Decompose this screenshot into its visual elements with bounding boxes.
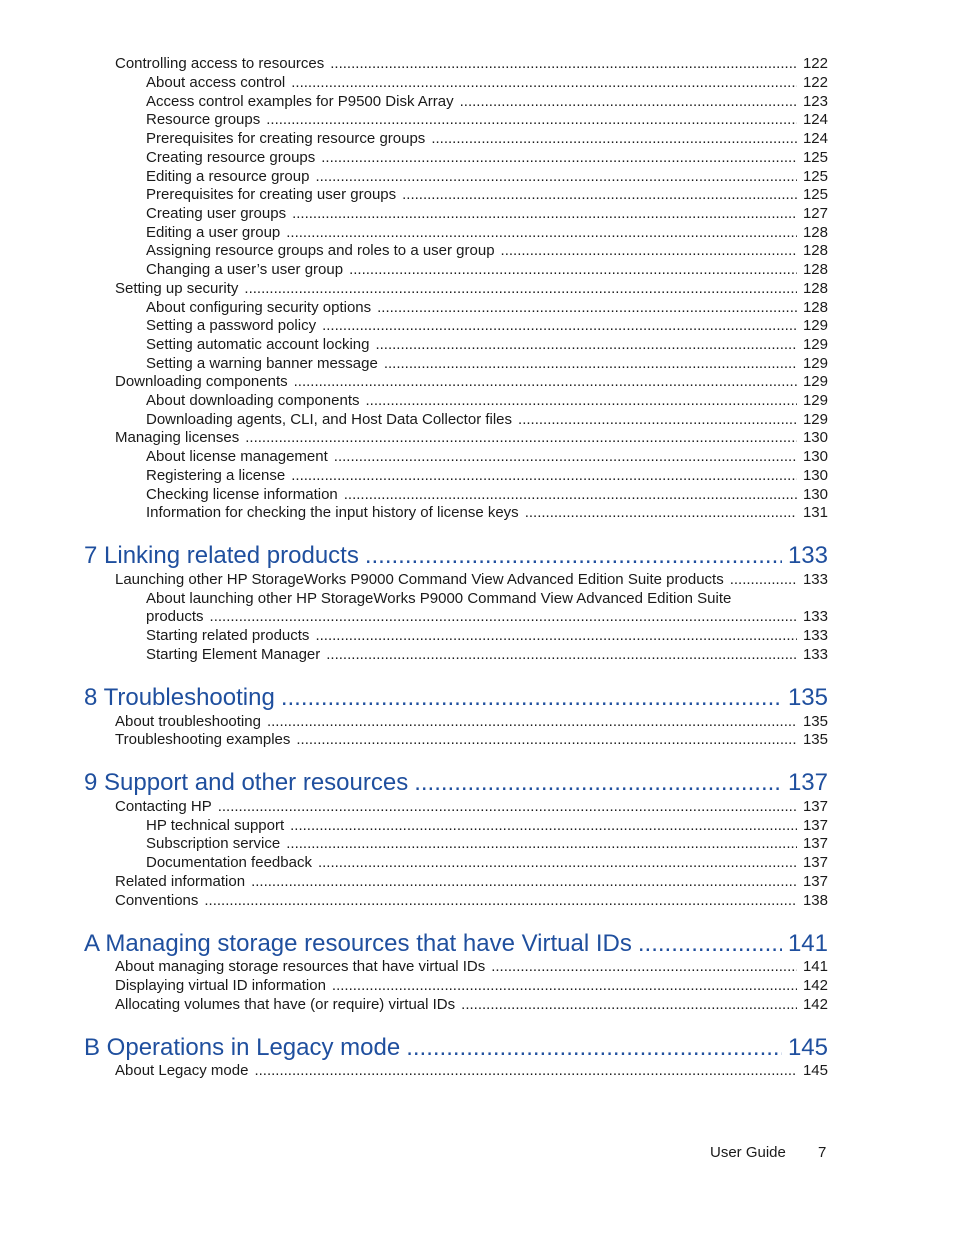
toc-entry-label: Information for checking the input history of license keys xyxy=(146,504,519,521)
toc-chapter-page: 137 xyxy=(787,769,828,796)
footer-guide-title: User Guide xyxy=(710,1144,786,1161)
toc-leader-dots xyxy=(332,976,797,995)
toc-entry[interactable] xyxy=(115,891,828,910)
toc-leader-dots xyxy=(330,54,797,73)
toc-entry[interactable] xyxy=(146,167,828,186)
toc-chapter-label: A Managing storage resources that have Virtual IDs xyxy=(84,930,632,957)
toc-entry-page: 129 xyxy=(802,411,828,428)
toc-chapter-label: 9 Support and other resources xyxy=(84,769,409,796)
toc-entry[interactable] xyxy=(146,73,828,92)
toc-entry-label: Downloading components xyxy=(115,373,288,390)
toc-entry-page: 131 xyxy=(802,504,828,521)
toc-entry-label: Editing a user group xyxy=(146,224,281,241)
toc-chapter-heading[interactable] xyxy=(84,768,828,798)
toc-leader-dots xyxy=(286,223,797,242)
toc-chapter-page: 133 xyxy=(787,542,828,569)
toc-entry[interactable] xyxy=(146,410,828,429)
toc-entry-label: Setting a warning banner message xyxy=(146,355,378,372)
toc-leader-dots xyxy=(266,110,797,129)
toc-entry-label: Launching other HP StorageWorks P9000 Command View Advanced Edition Suite products xyxy=(115,571,724,588)
toc-leader-dots xyxy=(461,995,797,1014)
toc-leader-dots xyxy=(375,335,797,354)
toc-entry[interactable] xyxy=(146,148,828,167)
toc-leader-dots xyxy=(326,645,797,664)
toc-leader-dots xyxy=(384,354,797,373)
toc-entry-label: Troubleshooting examples xyxy=(115,731,291,748)
toc-leader-dots xyxy=(406,1033,782,1063)
toc-leader-dots xyxy=(460,92,797,111)
toc-entry[interactable] xyxy=(115,279,828,298)
toc-entry-label: About Legacy mode xyxy=(115,1062,249,1079)
toc-leader-dots xyxy=(254,1061,797,1080)
toc-entry-page: 125 xyxy=(802,186,828,203)
toc-entry-label: Subscription service xyxy=(146,835,281,852)
toc-leader-dots xyxy=(318,853,797,872)
toc-entry-label: Displaying virtual ID information xyxy=(115,977,326,994)
toc-entry[interactable] xyxy=(115,712,828,731)
toc-entry[interactable] xyxy=(115,957,828,976)
toc-entry-page: 133 xyxy=(802,571,828,588)
toc-leader-dots xyxy=(377,298,797,317)
toc-entry-label: Setting automatic account locking xyxy=(146,336,370,353)
toc-leader-dots xyxy=(321,148,797,167)
toc-leader-dots xyxy=(291,466,797,485)
toc-entry-page: 129 xyxy=(802,373,828,390)
toc-leader-dots xyxy=(294,372,797,391)
toc-entry[interactable] xyxy=(146,185,828,204)
toc-chapter-heading[interactable] xyxy=(84,1033,828,1063)
toc-entry-page: 137 xyxy=(802,798,828,815)
toc-leader-dots xyxy=(365,541,782,571)
toc-leader-dots xyxy=(402,185,797,204)
toc-entry-label: Documentation feedback xyxy=(146,854,312,871)
toc-entry-page: 137 xyxy=(802,835,828,852)
toc-entry[interactable] xyxy=(146,645,828,664)
toc-entry-page: 130 xyxy=(802,429,828,446)
toc-chapter-page: 145 xyxy=(787,1034,828,1061)
toc-leader-dots xyxy=(251,872,797,891)
toc-chapter-heading[interactable] xyxy=(84,683,828,713)
toc-entry-page: 135 xyxy=(802,713,828,730)
toc-entry-label: Conventions xyxy=(115,892,199,909)
toc-entry-page: 133 xyxy=(802,627,828,644)
toc-chapter-heading[interactable] xyxy=(84,541,828,571)
toc-leader-dots xyxy=(349,260,797,279)
toc-entry-page: 141 xyxy=(802,958,828,975)
toc-entry-page: 122 xyxy=(802,74,828,91)
toc-entry-page: 130 xyxy=(802,448,828,465)
toc-leader-dots xyxy=(244,279,797,298)
toc-leader-dots xyxy=(286,834,797,853)
toc-entry[interactable] xyxy=(146,834,828,853)
toc-entry[interactable] xyxy=(115,730,828,749)
toc-entry-label: Changing a user’s user group xyxy=(146,261,344,278)
toc-leader-dots xyxy=(210,607,797,626)
footer-page-number: 7 xyxy=(818,1144,827,1161)
toc-entry-label: Resource groups xyxy=(146,111,261,128)
toc-leader-dots xyxy=(245,428,797,447)
toc-entry-label: Checking license information xyxy=(146,486,338,503)
toc-entry-label: Creating resource groups xyxy=(146,149,316,166)
toc-entry-label: Setting up security xyxy=(115,280,239,297)
toc-entry[interactable] xyxy=(146,391,828,410)
toc-entry-page: 142 xyxy=(802,996,828,1013)
toc-chapter-page: 135 xyxy=(787,684,828,711)
toc-entry-page: 138 xyxy=(802,892,828,909)
toc-entry-page: 129 xyxy=(802,392,828,409)
toc-leader-dots xyxy=(290,816,797,835)
toc-entry-page: 130 xyxy=(802,486,828,503)
toc-entry[interactable] xyxy=(146,466,828,485)
toc-entry[interactable] xyxy=(146,607,828,626)
toc-leader-dots xyxy=(525,503,797,522)
toc-chapter-page: 141 xyxy=(787,930,828,957)
toc-entry-page: 128 xyxy=(802,261,828,278)
toc-entry-label: About troubleshooting xyxy=(115,713,261,730)
toc-entry[interactable] xyxy=(115,995,828,1014)
toc-entry-label: Assigning resource groups and roles to a user group xyxy=(146,242,495,259)
toc-entry[interactable] xyxy=(115,372,828,391)
toc-leader-dots xyxy=(204,891,797,910)
toc-entry[interactable] xyxy=(146,316,828,335)
toc-entry[interactable] xyxy=(146,223,828,242)
toc-entry[interactable] xyxy=(146,241,828,260)
toc-entry-page: 133 xyxy=(802,646,828,663)
toc-entry[interactable] xyxy=(146,853,828,872)
toc-chapter-label: B Operations in Legacy mode xyxy=(84,1034,401,1061)
toc-entry[interactable] xyxy=(146,129,828,148)
toc-entry-page: 135 xyxy=(802,731,828,748)
toc-entry-page: 137 xyxy=(802,817,828,834)
toc-leader-dots xyxy=(218,797,797,816)
toc-entry[interactable] xyxy=(146,92,828,111)
toc-leader-dots xyxy=(267,712,797,731)
toc-entry-page: 123 xyxy=(802,93,828,110)
toc-entry[interactable] xyxy=(115,872,828,891)
toc-entry-label: Prerequisites for creating resource groups xyxy=(146,130,426,147)
toc-entry[interactable] xyxy=(146,110,828,129)
toc-leader-dots xyxy=(638,929,782,959)
toc-entry-page: 145 xyxy=(802,1062,828,1079)
toc-entry-page: 128 xyxy=(802,299,828,316)
toc-entry-label: HP technical support xyxy=(146,817,285,834)
toc-leader-dots xyxy=(518,410,797,429)
toc-entry-page: 122 xyxy=(802,55,828,72)
toc-entry[interactable] xyxy=(146,298,828,317)
toc-entry-label: About license management xyxy=(146,448,328,465)
toc-entry-label: Starting Element Manager xyxy=(146,646,321,663)
toc-entry-label: Controlling access to resources xyxy=(115,55,325,72)
toc-entry-page: 125 xyxy=(802,149,828,166)
toc-leader-dots xyxy=(322,316,797,335)
toc-entry[interactable] xyxy=(115,1061,828,1080)
toc-entry[interactable] xyxy=(146,335,828,354)
toc-entry-page: 129 xyxy=(802,317,828,334)
toc-entry-label: About configuring security options xyxy=(146,299,372,316)
toc-leader-dots xyxy=(291,73,797,92)
toc-leader-dots xyxy=(296,730,797,749)
toc-entry-page: 128 xyxy=(802,224,828,241)
toc-entry-page: 130 xyxy=(802,467,828,484)
toc-entry-page: 128 xyxy=(802,280,828,297)
toc-entry-page: 133 xyxy=(802,608,828,625)
toc-entry-label: Prerequisites for creating user groups xyxy=(146,186,397,203)
toc-entry[interactable] xyxy=(115,570,828,589)
toc-chapter-label: 7 Linking related products xyxy=(84,542,359,569)
toc-entry-page: 137 xyxy=(802,873,828,890)
toc-entry-page: 129 xyxy=(802,355,828,372)
toc-entry-label: Creating user groups xyxy=(146,205,287,222)
toc-chapter-label: 8 Troubleshooting xyxy=(84,684,275,711)
toc-entry[interactable] xyxy=(146,447,828,466)
toc-entry[interactable] xyxy=(115,428,828,447)
toc-leader-dots xyxy=(315,167,797,186)
toc-entry[interactable] xyxy=(146,626,828,645)
toc-entry[interactable] xyxy=(115,797,828,816)
toc-leader-dots xyxy=(315,626,797,645)
toc-leader-dots xyxy=(366,391,797,410)
toc-leader-dots xyxy=(334,447,797,466)
toc-entry-page: 124 xyxy=(802,111,828,128)
toc-entry-page: 127 xyxy=(802,205,828,222)
toc-entry-label: products xyxy=(146,608,204,625)
toc-entry-page: 142 xyxy=(802,977,828,994)
toc-leader-dots xyxy=(491,957,797,976)
toc-entry[interactable] xyxy=(115,54,828,73)
toc-leader-dots xyxy=(292,204,797,223)
toc-entry[interactable] xyxy=(146,503,828,522)
toc-entry-label: About access control xyxy=(146,74,286,91)
toc-entry-page: 137 xyxy=(802,854,828,871)
toc-entry-page: 128 xyxy=(802,242,828,259)
toc-leader-dots xyxy=(344,485,797,504)
toc-entry-label-line1[interactable]: About launching other HP StorageWorks P9000 Command View Advanced Edition Suite xyxy=(146,590,732,607)
toc-entry-label: Registering a license xyxy=(146,467,286,484)
toc-entry[interactable] xyxy=(146,260,828,279)
toc-entry-label: Starting related products xyxy=(146,627,310,644)
toc-entry-label: Access control examples for P9500 Disk Array xyxy=(146,93,454,110)
toc-entry-label: Editing a resource group xyxy=(146,168,310,185)
toc-leader-dots xyxy=(730,570,797,589)
toc-entry-label: Downloading agents, CLI, and Host Data Collector files xyxy=(146,411,513,428)
toc-entry[interactable] xyxy=(115,976,828,995)
toc-entry-label: About managing storage resources that have virtual IDs xyxy=(115,958,486,975)
toc-leader-dots xyxy=(431,129,797,148)
toc-entry-page: 124 xyxy=(802,130,828,147)
toc-entry-label: Contacting HP xyxy=(115,798,212,815)
toc-entry-page: 129 xyxy=(802,336,828,353)
toc-leader-dots xyxy=(501,241,797,260)
toc-entry-label: Related information xyxy=(115,873,246,890)
toc-entry[interactable] xyxy=(146,816,828,835)
toc-entry-label: Setting a password policy xyxy=(146,317,317,334)
toc-leader-dots xyxy=(414,768,782,798)
toc-chapter-heading[interactable] xyxy=(84,929,828,959)
toc-entry-label: About downloading components xyxy=(146,392,360,409)
toc-entry-label: Managing licenses xyxy=(115,429,240,446)
toc-entry[interactable] xyxy=(146,204,828,223)
toc-leader-dots xyxy=(281,683,782,713)
toc-entry[interactable] xyxy=(146,354,828,373)
toc-entry-label: Allocating volumes that have (or require) virtual IDs xyxy=(115,996,456,1013)
toc-entry-page: 125 xyxy=(802,168,828,185)
toc-entry[interactable] xyxy=(146,485,828,504)
